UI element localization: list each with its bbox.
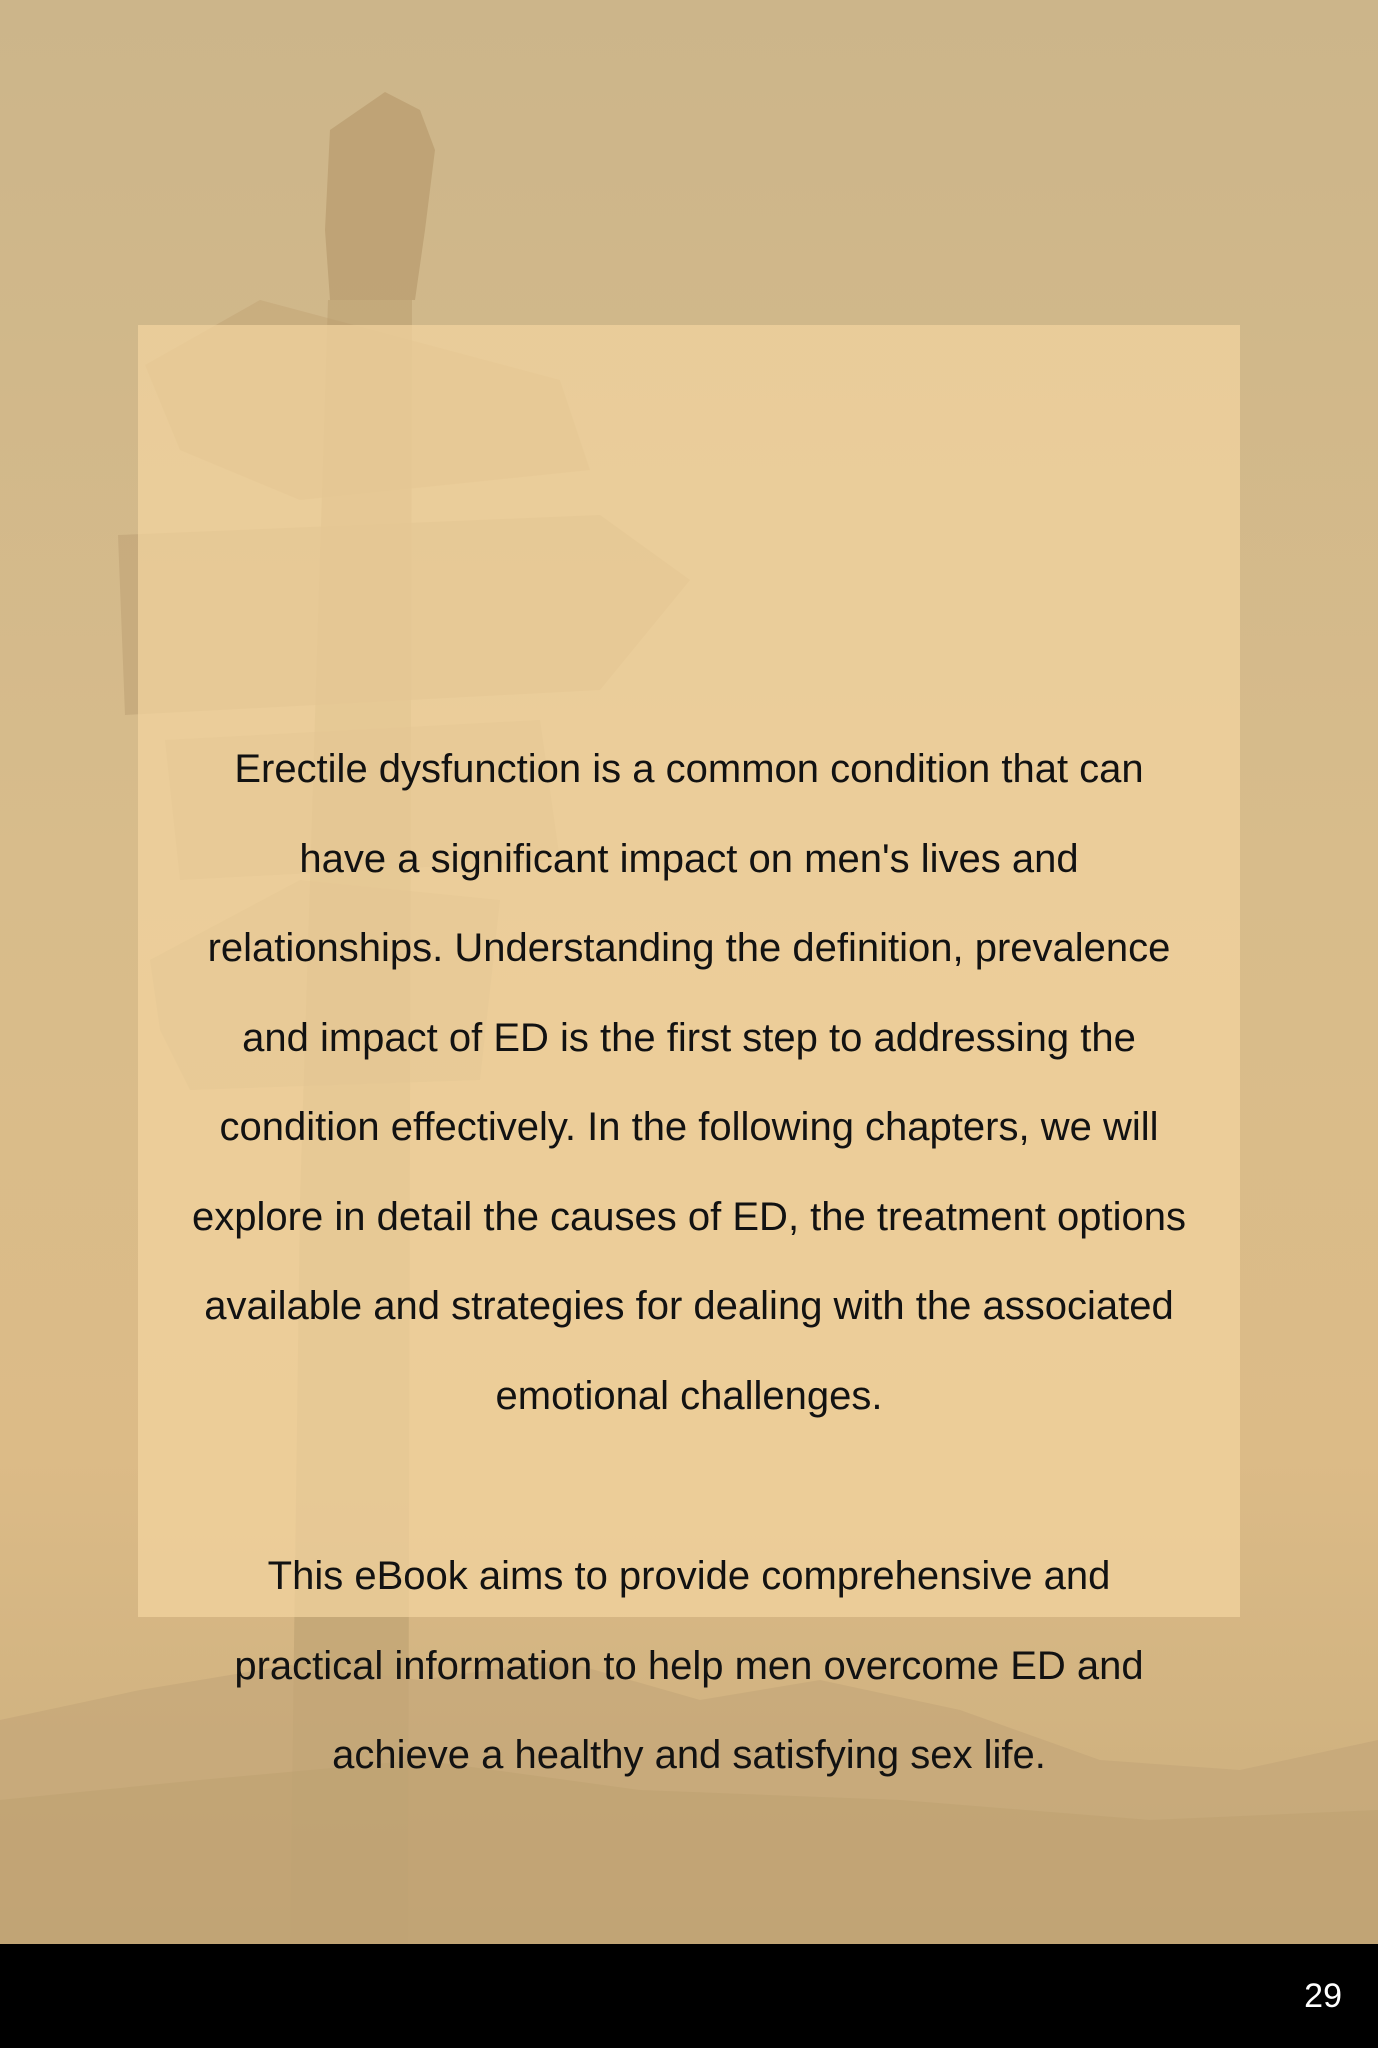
intro-paragraph bbox=[138, 725, 1240, 1441]
text-line: This eBook aims to provide comprehensive and bbox=[267, 1554, 1111, 1598]
ebook-aim-paragraph bbox=[138, 1532, 1240, 1801]
page-number: 29 bbox=[1304, 1977, 1342, 2015]
text-line: practical information to help men overcome ED and bbox=[234, 1643, 1144, 1688]
text-line: available and strategies for dealing with the associated bbox=[204, 1284, 1174, 1328]
text-panel bbox=[138, 325, 1240, 1777]
text-line: relationships. Understanding the definition, prevalence bbox=[207, 926, 1171, 970]
footer-bar bbox=[0, 1944, 1378, 2048]
text-line: have a significant impact on men's lives and bbox=[299, 836, 1079, 881]
text-line: explore in detail the causes of ED, the treatment options bbox=[192, 1194, 1186, 1239]
text-line: emotional challenges. bbox=[495, 1373, 883, 1418]
text-line: achieve a healthy and satisfying sex life. bbox=[332, 1733, 1046, 1777]
text-line: Erectile dysfunction is a common condition that can bbox=[234, 747, 1144, 791]
text-line: condition effectively. In the following chapters, we will bbox=[219, 1105, 1159, 1149]
text-line: and impact of ED is the first step to addressing the bbox=[242, 1015, 1136, 1060]
